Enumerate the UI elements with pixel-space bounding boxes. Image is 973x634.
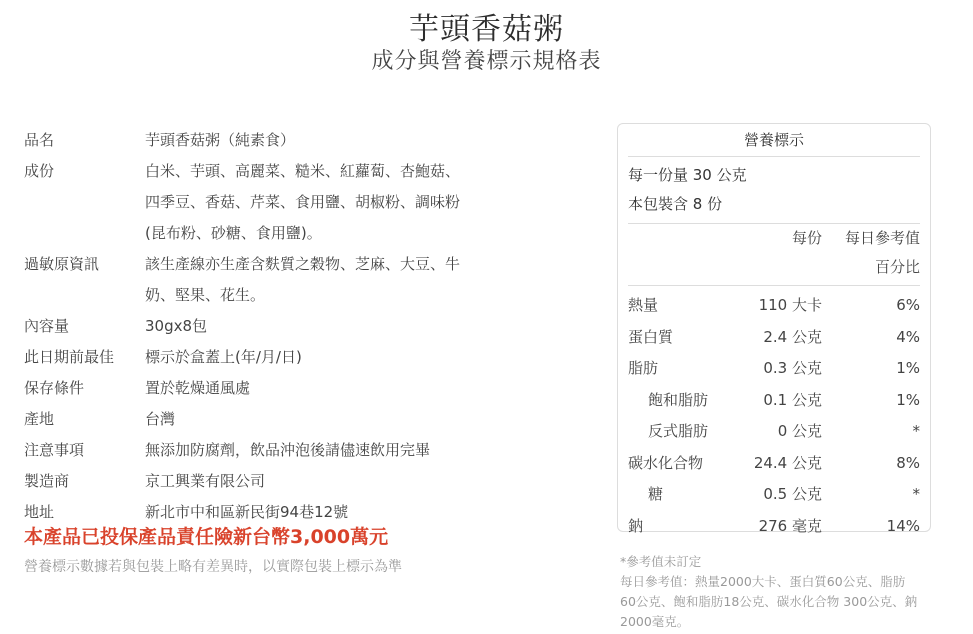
spec-value-line: (昆布粉、砂糖、食用鹽)。 xyxy=(145,224,322,242)
spec-value: 新北市中和區新民街94巷12號 xyxy=(145,503,349,521)
spec-key: 產地 xyxy=(24,410,55,428)
nutrient-percent: 6% xyxy=(896,296,920,314)
nutrient-row xyxy=(628,353,920,385)
spec-key: 過敏原資訊 xyxy=(24,255,100,273)
spec-row-caution xyxy=(24,435,564,466)
spec-value: 台灣 xyxy=(145,410,176,428)
col-daily-reference: 每日參考值 xyxy=(844,229,920,247)
spec-value: 標示於盒蓋上(年/月/日) xyxy=(145,348,302,366)
spec-key: 成份 xyxy=(24,162,55,180)
spec-row-manufacturer xyxy=(24,466,564,497)
nutrition-header xyxy=(628,224,920,253)
spec-value xyxy=(145,156,505,249)
nutrient-amount: 276 毫克 xyxy=(758,516,822,535)
nutrition-title: 營養標示 xyxy=(628,124,920,157)
nutrient-percent: 8% xyxy=(896,453,920,472)
spec-key: 保存條件 xyxy=(24,379,85,397)
nutrient-percent: * xyxy=(912,485,920,503)
nutrient-name: 碳水化合物 xyxy=(628,453,704,472)
spec-value-line: 該生產線亦生產含麩質之穀物、芝麻、大豆、牛 xyxy=(145,255,461,273)
spec-key: 製造商 xyxy=(24,472,70,490)
footnote-line: 2000毫克。 xyxy=(620,614,690,629)
nutrient-row xyxy=(628,511,920,543)
footnote-not-set: *參考值未訂定 xyxy=(620,554,702,569)
spec-key: 此日期前最佳 xyxy=(24,348,115,366)
nutrient-amount: 0.5 公克 xyxy=(763,485,822,503)
nutrient-amount: 24.4 公克 xyxy=(753,453,822,472)
nutrient-amount: 0.3 公克 xyxy=(763,359,822,377)
spec-value: 芋頭香菇粥（純素食） xyxy=(145,131,296,149)
spec-key: 注意事項 xyxy=(24,441,85,459)
nutrient-name: 反式脂肪 xyxy=(648,422,709,440)
nutrient-row xyxy=(628,385,920,417)
col-daily-percent: 百分比 xyxy=(628,253,920,286)
spec-row-origin xyxy=(24,404,564,435)
nutrient-percent: * xyxy=(912,422,920,440)
footnote-line: 每日參考值：熱量2000大卡、蛋白質60公克、脂肪 xyxy=(620,574,906,589)
nutrient-percent: 1% xyxy=(896,359,920,377)
page-title: 芋頭香菇粥 xyxy=(409,12,564,47)
spec-value-line: 白米、芋頭、高麗菜、糙米、紅蘿蔔、杏鮑菇、 xyxy=(145,162,461,180)
page-subtitle: 成分與營養標示規格表 xyxy=(371,49,602,74)
nutrient-name: 熱量 xyxy=(628,296,659,314)
spec-row-content xyxy=(24,311,564,342)
spec-table xyxy=(24,125,564,528)
spec-value-line: 四季豆、香菇、芹菜、食用鹽、胡椒粉、調味粉 xyxy=(145,193,461,211)
nutrient-name: 鈉 xyxy=(628,516,644,535)
nutrient-percent: 4% xyxy=(896,327,920,346)
nutrient-percent: 1% xyxy=(896,390,920,409)
spec-value xyxy=(145,249,505,311)
spec-row-allergen xyxy=(24,249,564,311)
nutrition-facts-box xyxy=(617,123,931,535)
footnote-line: 60公克、飽和脂肪18公克、碳水化合物 300公克、鈉 xyxy=(620,594,918,609)
nutrient-name: 糖 xyxy=(648,485,664,503)
nutrient-name: 飽和脂肪 xyxy=(648,390,709,409)
spec-row-storage xyxy=(24,373,564,404)
nutrient-row xyxy=(628,416,920,448)
nutrient-amount: 110 大卡 xyxy=(758,296,822,314)
nutrient-row xyxy=(628,322,920,354)
insurance-warning: 本產品已投保產品責任險新台幣3,000萬元 xyxy=(24,526,389,548)
spec-value-line: 奶、堅果、花生。 xyxy=(145,286,266,304)
spec-row-best-before xyxy=(24,342,564,373)
spec-row-name xyxy=(24,125,564,156)
nutrient-amount: 0.1 公克 xyxy=(763,390,822,409)
nutrient-percent: 14% xyxy=(886,516,920,535)
spec-value: 30gx8包 xyxy=(145,317,208,335)
serving-size: 每一份量 30 公克 xyxy=(628,166,747,184)
col-per-serving: 每份 xyxy=(791,229,822,247)
nutrient-amount: 2.4 公克 xyxy=(763,327,822,346)
disclaimer-text: 營養標示數據若與包裝上略有差異時，以實際包裝上標示為準 xyxy=(24,559,402,575)
spec-key: 地址 xyxy=(24,503,55,521)
nutrient-name: 脂肪 xyxy=(628,359,659,377)
spec-value: 置於乾燥通風處 xyxy=(145,379,251,397)
nutrient-name: 蛋白質 xyxy=(628,327,674,346)
spec-value: 無添加防腐劑，飲品沖泡後請儘速飲用完畢 xyxy=(145,441,431,459)
nutrient-row xyxy=(628,448,920,480)
nutrient-amount: 0 公克 xyxy=(777,422,822,440)
servings-per-package: 本包裝含 8 份 xyxy=(628,195,723,213)
spec-key: 品名 xyxy=(24,131,55,149)
spec-row-ingredients xyxy=(24,156,564,249)
spec-value: 京工興業有限公司 xyxy=(145,472,266,490)
nutrient-row xyxy=(628,479,920,511)
spec-key: 內容量 xyxy=(24,317,70,335)
nutrient-row xyxy=(628,290,920,322)
